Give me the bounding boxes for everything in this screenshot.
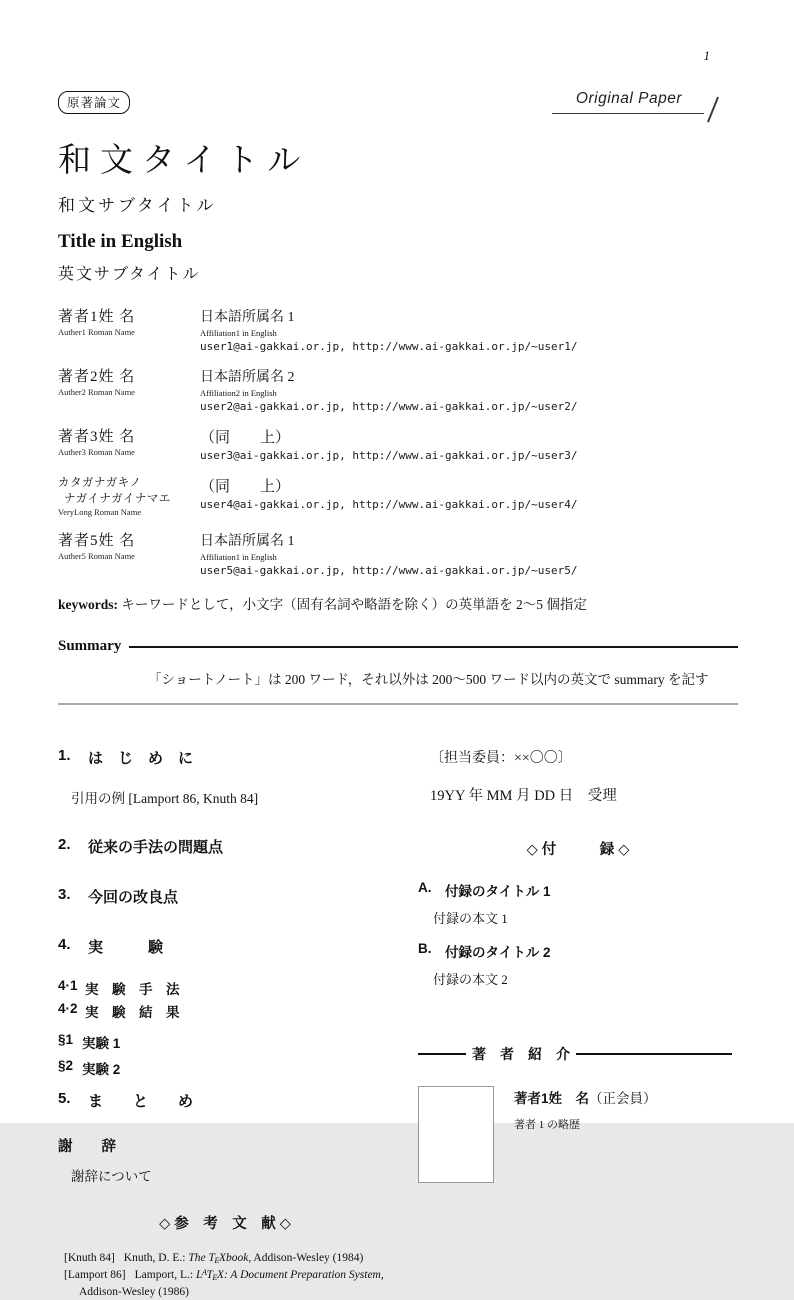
author-affiliation: 日本語所属名 2 xyxy=(200,370,295,385)
author-affiliation: （同 上） xyxy=(200,479,291,495)
section-number: 3. xyxy=(58,886,71,903)
summary-bottom-rule xyxy=(58,703,738,705)
paragraph-title: 実験 2 xyxy=(82,1062,121,1077)
section-title: 従来の手法の問題点 xyxy=(88,839,224,856)
right-column xyxy=(392,747,738,1300)
summary-header xyxy=(58,638,738,655)
author-roman-name: Auther1 Roman Name xyxy=(58,327,135,337)
author-affiliation: （同 上） xyxy=(200,430,291,446)
author-row-5 xyxy=(58,529,738,577)
committee-line: 〔担当委員：××〇〇〕 xyxy=(430,751,572,766)
author-intro-info xyxy=(514,1086,657,1183)
author-name: 著者2姓 名 xyxy=(58,369,136,385)
reference-title: Xbook xyxy=(218,1252,249,1264)
section-title: ま と め xyxy=(88,1093,194,1110)
subsection-heading-4-2 xyxy=(58,1001,392,1021)
two-column-body xyxy=(58,747,738,1300)
reference-author: Lamport, L.: xyxy=(134,1268,196,1281)
appendix-number: A. xyxy=(418,880,432,895)
reference-entry-lamport xyxy=(64,1267,392,1300)
author-name: 著者1姓 名 xyxy=(58,309,136,325)
latex-logo: E xyxy=(212,1273,218,1283)
divider-rule-right xyxy=(576,1053,732,1055)
paper-header xyxy=(58,90,738,114)
author-info-block xyxy=(200,529,738,577)
reference-entry-knuth xyxy=(64,1250,392,1267)
acknowledgement-heading: 謝 辞 xyxy=(58,1139,116,1155)
appendix-number: B. xyxy=(418,941,432,956)
author-intro-name: 著者1姓 名 xyxy=(514,1091,590,1106)
author-name: 著者5姓 名 xyxy=(58,533,136,549)
reference-title-sub: E xyxy=(214,1256,220,1266)
section-heading-4 xyxy=(58,936,392,957)
author-affiliation: 日本語所属名 1 xyxy=(200,534,295,549)
summary-label: Summary xyxy=(58,638,122,654)
author-roman-name: VeryLong Roman Name xyxy=(58,507,142,517)
keywords-text: キーワードとして，小文字（固有名詞や略語を除く）の英単語を 2〜5 個指定 xyxy=(118,597,587,612)
reference-title: : A Document Preparation System xyxy=(223,1268,381,1281)
author-row-4 xyxy=(58,474,738,517)
keywords-line xyxy=(58,593,738,613)
author-intro-heading: 著 者 紹 介 xyxy=(472,1046,570,1062)
summary-text: 「ショートノート」は 200 ワード，それ以外は 200〜500 ワード以内の英文で summary を記す xyxy=(148,672,709,687)
appendix-section-b xyxy=(418,941,738,961)
references-heading: ◇ 参 考 文 献 ◇ xyxy=(159,1216,291,1232)
reference-tail: , Addison-Wesley (1986) xyxy=(79,1268,384,1298)
page-number: 1 xyxy=(703,48,710,63)
section-heading-2 xyxy=(58,836,392,857)
section-title: は じ め に xyxy=(88,750,194,767)
author-info-block xyxy=(200,474,738,517)
author-contact: user3@ai-gakkai.or.jp, http://www.ai-gakkai.or.jp/~user3/ xyxy=(200,449,578,462)
reference-author: Knuth, D. E.: xyxy=(123,1252,189,1264)
paragraph-number: §2 xyxy=(58,1058,74,1073)
author-contact: user2@ai-gakkai.or.jp, http://www.ai-gakkai.or.jp/~user2/ xyxy=(200,400,578,413)
subsection-number: 4·2 xyxy=(58,1001,78,1016)
section-number: 2. xyxy=(58,836,71,853)
acknowledgement-body: 謝辞について xyxy=(71,1169,152,1184)
author-affiliation-en: Affiliation1 in English xyxy=(200,328,277,338)
author-roman-name: Auther2 Roman Name xyxy=(58,387,135,397)
author-info-block xyxy=(200,365,738,413)
author-roman-name: Auther3 Roman Name xyxy=(58,447,135,457)
subtitle-english: 英文サブタイトル xyxy=(58,266,201,283)
latex-logo: L xyxy=(195,1268,203,1281)
latex-logo: X xyxy=(216,1268,224,1281)
subsection-heading-4-1 xyxy=(58,978,392,998)
left-column xyxy=(58,747,392,1300)
divider-rule-left xyxy=(418,1053,466,1055)
paragraph-heading-s1 xyxy=(58,1032,392,1052)
author-list xyxy=(58,305,738,577)
section-number: 5. xyxy=(58,1090,71,1107)
section-title: 今回の改良点 xyxy=(88,889,179,906)
author-contact: user1@ai-gakkai.or.jp, http://www.ai-gakkai.or.jp/~user1/ xyxy=(200,340,578,353)
appendix-title: 付録のタイトル 1 xyxy=(445,884,551,899)
author-photo-placeholder xyxy=(418,1086,494,1183)
author-intro-bio: 著者 1 の略歴 xyxy=(514,1119,580,1131)
title-english: Title in English xyxy=(58,231,183,252)
appendix-section-a xyxy=(418,880,738,900)
author-row-1 xyxy=(58,305,738,353)
subsection-title: 実 験 結 果 xyxy=(85,1005,180,1020)
appendix-title: 付録のタイトル 2 xyxy=(445,945,551,960)
paper-type-tag xyxy=(552,90,704,114)
author-contact: user4@ai-gakkai.or.jp, http://www.ai-gakkai.or.jp/~user4/ xyxy=(200,498,578,511)
author-info-block xyxy=(200,425,738,462)
author-name-block xyxy=(58,474,200,517)
author-intro-divider xyxy=(418,1044,732,1064)
paper-type-tag-label: Original Paper xyxy=(575,90,682,107)
paragraph-heading-s2 xyxy=(58,1058,392,1078)
subsection-number: 4·1 xyxy=(58,978,78,993)
paper-type-badge: 原著論文 xyxy=(58,91,130,114)
paragraph-number: §1 xyxy=(58,1032,74,1047)
keywords-label: keywords: xyxy=(58,597,118,612)
author-name-line2: ナガイナガイナマエ xyxy=(64,493,171,505)
author-name: 著者3姓 名 xyxy=(58,429,136,445)
title-japanese: 和文タイトル xyxy=(58,143,310,179)
summary-block xyxy=(58,638,738,705)
summary-rule xyxy=(129,646,738,648)
section-number: 4. xyxy=(58,936,71,953)
tag-slash-mark xyxy=(707,97,719,123)
section-title: 実 験 xyxy=(88,939,164,956)
author-affiliation-en: Affiliation1 in English xyxy=(200,552,277,562)
latex-logo: A xyxy=(201,1268,207,1278)
reference-label: [Knuth 84] xyxy=(64,1252,115,1264)
appendix-heading: ◇ 付 録 ◇ xyxy=(526,842,630,858)
author-name-block xyxy=(58,425,200,462)
appendix-body: 付録の本文 1 xyxy=(433,911,508,926)
author-affiliation-en: Affiliation2 in English xyxy=(200,388,277,398)
author-row-2 xyxy=(58,365,738,413)
author-info-block xyxy=(200,305,738,353)
author-name-block xyxy=(58,305,200,353)
author-contact: user5@ai-gakkai.or.jp, http://www.ai-gakkai.or.jp/~user5/ xyxy=(200,564,578,577)
author-membership: （正会員） xyxy=(589,1091,657,1106)
paragraph-title: 実験 1 xyxy=(82,1036,121,1051)
author-name-block xyxy=(58,529,200,577)
author-name-block xyxy=(58,365,200,413)
author-intro-name-line xyxy=(514,1087,657,1107)
section-heading-5 xyxy=(58,1090,392,1111)
reference-title: The T xyxy=(188,1252,215,1264)
author-roman-name: Auther5 Roman Name xyxy=(58,551,135,561)
author-intro-row xyxy=(418,1086,738,1183)
latex-logo: T xyxy=(206,1268,213,1281)
section-heading-1 xyxy=(58,747,392,768)
author-affiliation: 日本語所属名 1 xyxy=(200,310,295,325)
received-date-line: 19YY 年 MM 月 DD 日 受理 xyxy=(430,788,617,804)
section-number: 1. xyxy=(58,747,71,764)
subtitle-japanese: 和文サブタイトル xyxy=(58,196,217,215)
subsection-title: 実 験 手 法 xyxy=(85,982,180,997)
author-name-line1: カタガナガキノ xyxy=(58,477,142,489)
citation-example: 引用の例 [Lamport 86, Knuth 84] xyxy=(71,791,259,806)
reference-label: [Lamport 86] xyxy=(64,1268,126,1281)
references-list xyxy=(58,1250,392,1300)
section-heading-3 xyxy=(58,886,392,907)
reference-tail: , Addison-Wesley (1984) xyxy=(248,1252,364,1264)
appendix-body: 付録の本文 2 xyxy=(433,972,508,987)
author-row-3 xyxy=(58,425,738,462)
